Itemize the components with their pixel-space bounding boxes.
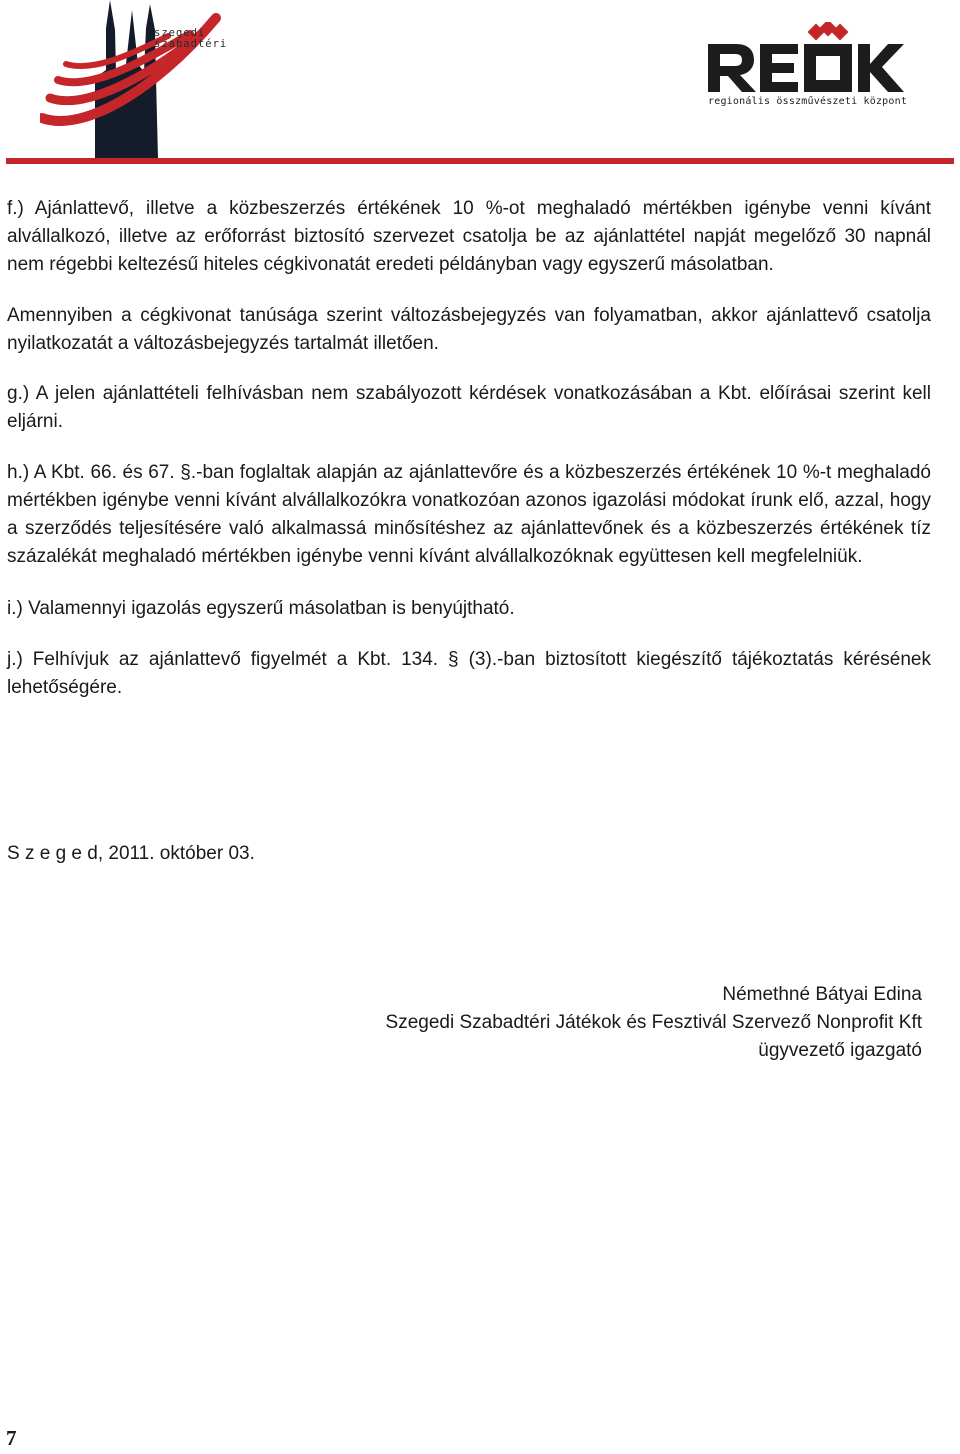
signatory-title: ügyvezető igazgató [758,1040,922,1061]
paragraph-g: g.) A jelen ajánlattételi felhívásban nem szabályozott kérdések vonatkozásában a Kbt. előírásai szerint kell eljárni. [7,383,931,432]
signature-block [386,981,922,1065]
date-line: S z e g e d, 2011. október 03. [7,843,255,864]
paragraph-i: i.) Valamennyi igazolás egyszerű másolatban is benyújtható. [7,598,515,619]
header-red-rule [6,158,954,164]
paragraph-amennyiben: Amennyiben a cégkivonat tanúsága szerint változásbejegyzés van folyamatban, akkor ajánlattevő csatolja nyilatkozatát a változásbejegyzés tartalmát illetően. [7,305,931,354]
paragraph-h: h.) A Kbt. 66. és 67. §.-ban foglaltak alapján az ajánlattevőre és a közbeszerzés értékének 10 %-t meghaladó mértékben igénybe venni kívánt alvállalkozókra vonatkozóan azonos igazolási módokat írunk elő, azzal, hogy a szerződés teljesítésére való alkalmassá minősítéshez az ajánlattevőnek és a közbeszerzés értékének tíz százalékát meghaladó mértékben igénybe venni kívánt alvállalkozóknak együttesen kell megfelelniük. [7,462,931,567]
logo-text-line2: szabadtéri [154,38,228,50]
document-body [7,195,931,702]
paragraph-f: f.) Ajánlattevő, illetve a közbeszerzés értékének 10 %-ot meghaladó mértékben igénybe venni kívánt alvállalkozó, illetve az erőforrást biztosító szervezet csatolja be az ajánlattétel napját megelőző 30 napnál nem régebbi keltezésű hiteles cégkivonatát eredeti példányban vagy egyszerű másolatban. [7,198,931,275]
signatory-organization: Szegedi Szabadtéri Játékok és Fesztivál Szervező Nonprofit Kft [385,1012,922,1033]
page-number: 7 [6,1426,17,1450]
logo-text-line1: szegedi [154,27,206,39]
signatory-name: Némethné Bátyai Edina [722,984,922,1005]
szegedi-logo-text [154,28,227,50]
szegedi-szabadteri-logo [40,0,230,158]
page-header [0,0,960,170]
reok-subtitle: regionális összművészeti központ [708,96,908,107]
paragraph-j: j.) Felhívjuk az ajánlattevő figyelmét a Kbt. 134. § (3).-ban biztosított kiegészítő tájékoztatás kérésének lehetőségére. [7,649,931,698]
